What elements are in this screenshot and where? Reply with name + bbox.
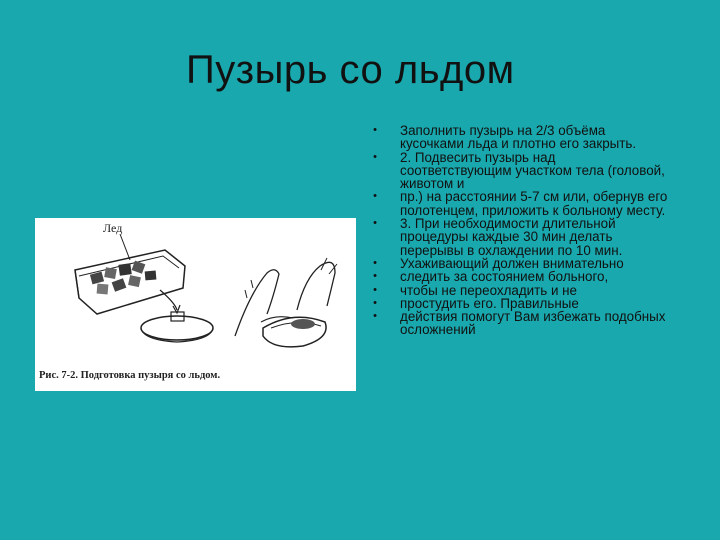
list-item: • простудить его. Правильные <box>370 297 670 310</box>
bullet-dot-icon: • <box>373 217 377 230</box>
list-item: • пр.) на расстоянии 5-7 см или, обернув его полотенцем, приложить к больному месту. <box>370 190 670 217</box>
bullet-dot-icon: • <box>373 283 377 296</box>
slide-title: Пузырь со льдом <box>186 48 515 92</box>
bullet-dot-icon: • <box>373 150 377 163</box>
ice-pack-drawing <box>35 218 356 391</box>
bullet-dot-icon: • <box>373 190 377 203</box>
list-item: • чтобы не переохладить и не <box>370 284 670 297</box>
figure-caption: Рис. 7-2. Подготовка пузыря со льдом. <box>39 370 221 381</box>
list-item: • Ухаживающий должен внимательно <box>370 257 670 270</box>
figure-label-ice: Лед <box>103 221 123 235</box>
list-item: • Заполнить пузырь на 2/3 объёма кусочками льда и плотно его закрыть. <box>370 124 670 151</box>
list-item: • 3. При необходимости длительной процедуры каждые 30 мин делать перерывы в охлаждении по 10 мин. <box>370 217 670 257</box>
bullet-list <box>370 124 670 337</box>
list-item: • 2. Подвесить пузырь над соответствующим участком тела (головой, животом и <box>370 151 670 191</box>
bullet-dot-icon: • <box>373 310 377 323</box>
bullet-dot-icon: • <box>373 296 377 309</box>
list-item: • действия помогут Вам избежать подобных осложнений <box>370 310 670 337</box>
bullet-dot-icon: • <box>373 124 377 136</box>
illustration-figure <box>35 218 356 391</box>
list-item: • следить за состоянием больного, <box>370 270 670 283</box>
bullet-dot-icon: • <box>373 270 377 283</box>
bullet-dot-icon: • <box>373 256 377 269</box>
